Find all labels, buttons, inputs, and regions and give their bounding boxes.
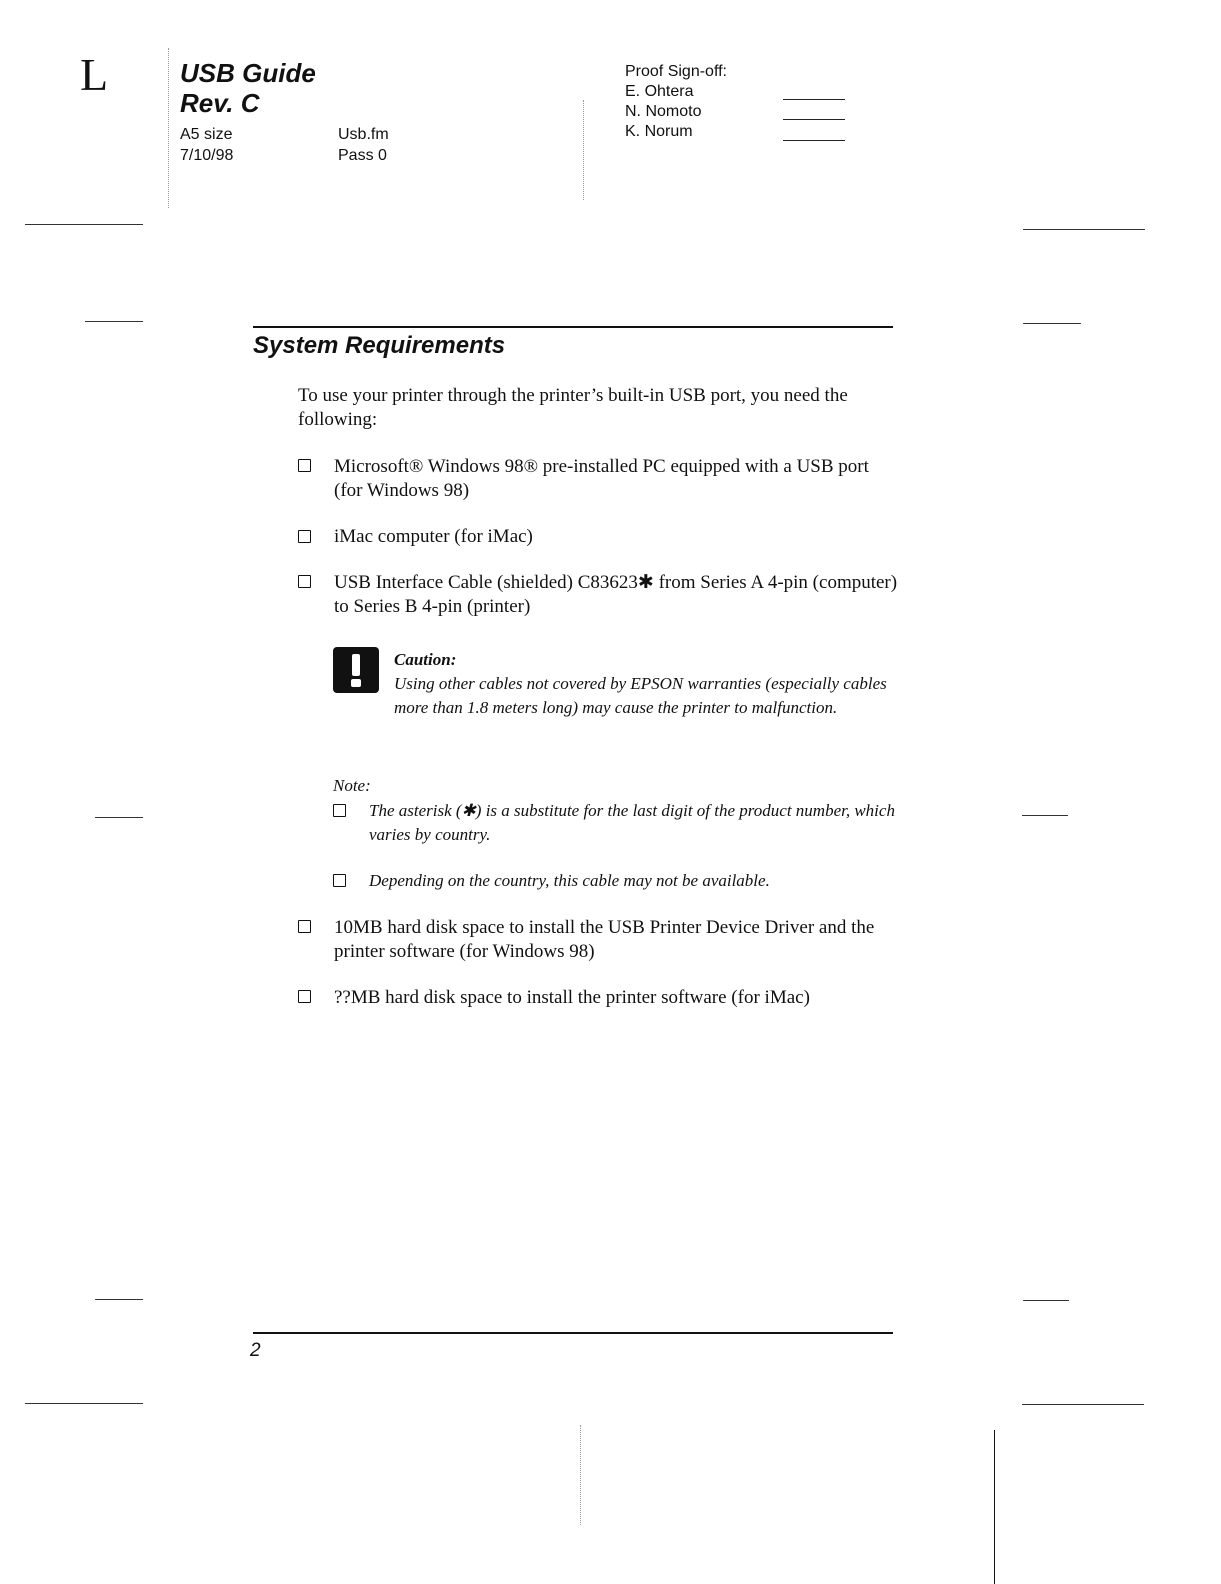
checkbox-bullet-icon [298, 575, 311, 588]
page-number: 2 [250, 1340, 261, 1361]
crop-mark [1023, 1300, 1069, 1301]
crop-mark [25, 1403, 143, 1404]
header-center-divider [583, 100, 584, 200]
document-revision: Rev. C [180, 88, 260, 118]
checkbox-bullet-icon [298, 530, 311, 543]
requirement-item: Microsoft® Windows 98® pre-installed PC equipped with a USB port (for Windows 98) [334, 456, 869, 501]
crop-mark [95, 1299, 143, 1300]
crop-mark [1023, 323, 1081, 324]
header-divider [168, 48, 169, 208]
checkbox-bullet-icon [333, 804, 346, 817]
document-date: 7/10/98 [180, 147, 234, 164]
intro-paragraph: To use your printer through the printer’s built-in USB port, you need the following: [298, 385, 848, 430]
requirement-item: iMac computer (for iMac) [334, 526, 533, 547]
note-label: Note: [333, 776, 371, 795]
footer-rule [253, 1332, 893, 1334]
caution-block [394, 648, 899, 720]
checkbox-bullet-icon [298, 990, 311, 1003]
signer-2: N. Nomoto [625, 103, 702, 120]
checkbox-bullet-icon [333, 874, 346, 887]
signoff-line-3 [783, 140, 845, 141]
note-item: Depending on the country, this cable may not be available. [369, 871, 770, 890]
crop-mark [95, 817, 143, 818]
caution-icon [333, 647, 379, 693]
file-name: Usb.fm [338, 126, 389, 143]
crop-mark [85, 321, 143, 322]
crop-mark-bottom [580, 1425, 581, 1525]
checkbox-bullet-icon [298, 459, 311, 472]
section-title: System Requirements [253, 332, 506, 359]
requirement-item: 10MB hard disk space to install the USB Printer Device Driver and the printer software (for Windows 98) [334, 917, 875, 962]
caution-text: Using other cables not covered by EPSON warranties (especially cables more than 1.8 meters long) may cause the printer to malfunction. [394, 674, 887, 717]
crop-mark [1022, 815, 1068, 816]
crop-mark-right-vertical [994, 1430, 995, 1584]
signer-1: E. Ohtera [625, 83, 694, 100]
page-size: A5 size [180, 126, 233, 143]
signer-3: K. Norum [625, 123, 693, 140]
checkbox-bullet-icon [298, 920, 311, 933]
note-item: The asterisk (✱) is a substitute for the last digit of the product number, which varies by country. [369, 801, 895, 844]
page-side-letter: L [80, 49, 109, 100]
caution-label: Caution: [394, 650, 457, 669]
requirement-item: USB Interface Cable (shielded) C83623✱ from Series A 4-pin (computer) to Series B 4-pin (printer) [334, 572, 898, 617]
crop-mark [1022, 1404, 1144, 1405]
requirement-item: ??MB hard disk space to install the printer software (for iMac) [334, 987, 810, 1008]
document-title [180, 58, 316, 118]
proof-label: Proof Sign-off: [625, 63, 727, 80]
signoff-line-2 [783, 119, 845, 120]
document-title-line1: USB Guide [180, 58, 316, 88]
pass-number: Pass 0 [338, 147, 387, 164]
crop-mark [25, 224, 143, 225]
signoff-line-1 [783, 99, 845, 100]
proof-signoff [625, 62, 727, 142]
crop-mark [1023, 229, 1145, 230]
section-top-rule [253, 326, 893, 328]
